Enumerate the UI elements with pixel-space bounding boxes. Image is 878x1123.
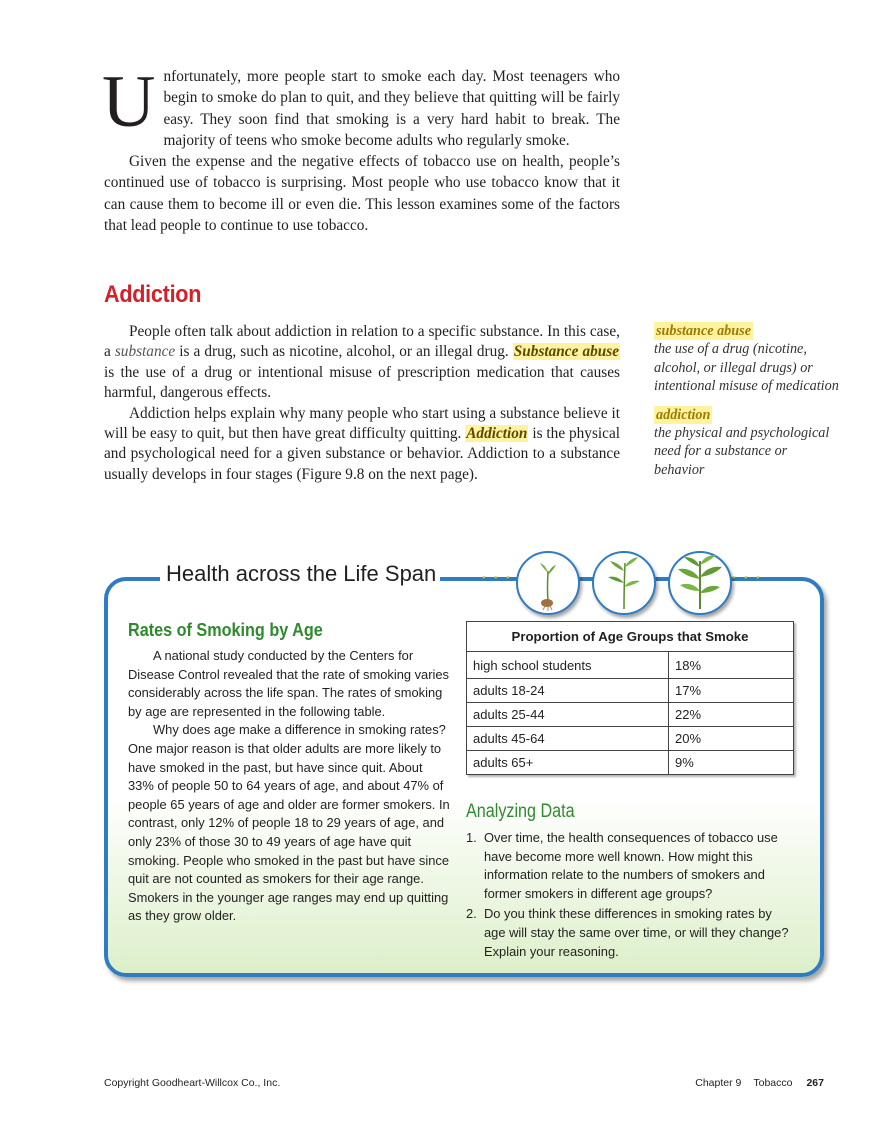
glossary-definition: the use of a drug (nicotine, alcohol, or illegal drugs) or intentional misuse of medication: [654, 341, 839, 395]
question-list: [466, 829, 796, 963]
section-body: [104, 322, 620, 485]
page-footer: [695, 1077, 824, 1089]
glossary-term: addiction: [656, 406, 711, 423]
term-addiction[interactable]: Addiction: [466, 425, 528, 443]
rates-paragraph-1: A national study conducted by the Centers for Disease Control revealed that the rate of smoking varies considerably across the life span. The rates of smoking by age are represented in the following table.: [128, 648, 449, 719]
table-title: Proportion of Age Groups that Smoke: [467, 622, 794, 652]
intro-paragraph-1: nfortunately, more people start to smoke each day. Most teenagers who begin to smoke do plan to quit, and they believe that quitting will be fairly easy. They soon find that smoking is a very hard habit to break. The majority of teens who smoke become adults who regularly smoke.: [163, 68, 620, 149]
question-item: 2. Do you think these differences in smoking rates by age will stay the same over time, or will they change? Explain your reasoning.: [466, 906, 789, 959]
substance-italic: substance: [114, 343, 176, 361]
page-number: 267: [806, 1077, 824, 1089]
drop-cap: U: [102, 61, 156, 143]
rates-text: [128, 647, 450, 926]
seedling-icon: [516, 551, 580, 615]
analyzing-data-heading: Analyzing Data: [466, 801, 575, 822]
rates-heading: Rates of Smoking by Age: [128, 620, 323, 640]
table-row: adults 65+ 9%: [467, 751, 794, 775]
glossary-term: substance abuse: [656, 323, 751, 339]
intro-text: [102, 61, 620, 236]
glossary-entry-substance-abuse: [654, 322, 839, 396]
body-paragraph-1: People often talk about addiction in relation to a specific substance. In this case, a substance is a drug, such as nicotine, alcohol, or an illegal drug. Substance abuse is the use of a drug or intentional misuse of prescription medication that causes harmful, dangerous effects.: [104, 323, 620, 402]
dots-decoration: • • •: [732, 573, 763, 584]
section-heading-addiction: Addiction: [104, 281, 202, 308]
sprout-icon: [592, 551, 656, 615]
table-row: adults 25-44 22%: [467, 703, 794, 727]
glossary-definition: the physical and psychological need for a substance or behavior: [654, 425, 830, 478]
glossary-entry-addiction: [654, 406, 839, 480]
rates-paragraph-2: Why does age make a difference in smoking rates? One major reason is that older adults are more likely to have smoked in the past, but have since quit. About 33% of people 50 to 64 years of age, and about 47% of people 65 years of age and older are former smokers. In contrast, only 12% of people 18 to 29 years of age, and only 23% of those 30 to 49 years of age have quit smoking. People who smoked in the past but have since quit are not counted as smokers for their age range. Smokers in the younger age ranges may end up quitting as they grow older.: [128, 722, 450, 924]
question-item: 1. Over time, the health consequences of tobacco use have become more well known. How might this information relate to the numbers of smokers and former smokers in different age groups?: [466, 830, 778, 901]
feature-box-life-span: [104, 561, 828, 983]
table-row: adults 45-64 20%: [467, 727, 794, 751]
dots-decoration: • • •: [482, 573, 513, 584]
intro-paragraph-2: Given the expense and the negative effects of tobacco use on health, people’s continued use of tobacco is surprising. Most people who use tobacco know that it can cause them to become ill or even die. This lesson examines some of the factors that lead people to continue to use tobacco.: [104, 153, 620, 235]
glossary-sidebar: [654, 322, 839, 489]
chapter-label: Chapter 9: [695, 1077, 742, 1089]
smoking-table: [466, 621, 794, 775]
body-paragraph-2: Addiction helps explain why many people who start using a substance believe it will be easy to quit, but then have great difficulty quitting. Addiction is the physical and psychological need for a given substance or behavior. Addiction to a substance usually develops in four stages (Figure 9.8 on the next page).: [104, 404, 620, 483]
feature-title: Health across the Life Span: [160, 561, 440, 587]
table-row: adults 18-24 17%: [467, 679, 794, 703]
copyright-footer: Copyright Goodheart-Willcox Co., Inc.: [104, 1077, 281, 1089]
term-substance-abuse[interactable]: Substance abuse: [513, 343, 619, 361]
table-row: high school students 18%: [467, 652, 794, 679]
young-plant-icon: [668, 551, 732, 615]
topic-label: Tobacco: [753, 1077, 793, 1089]
